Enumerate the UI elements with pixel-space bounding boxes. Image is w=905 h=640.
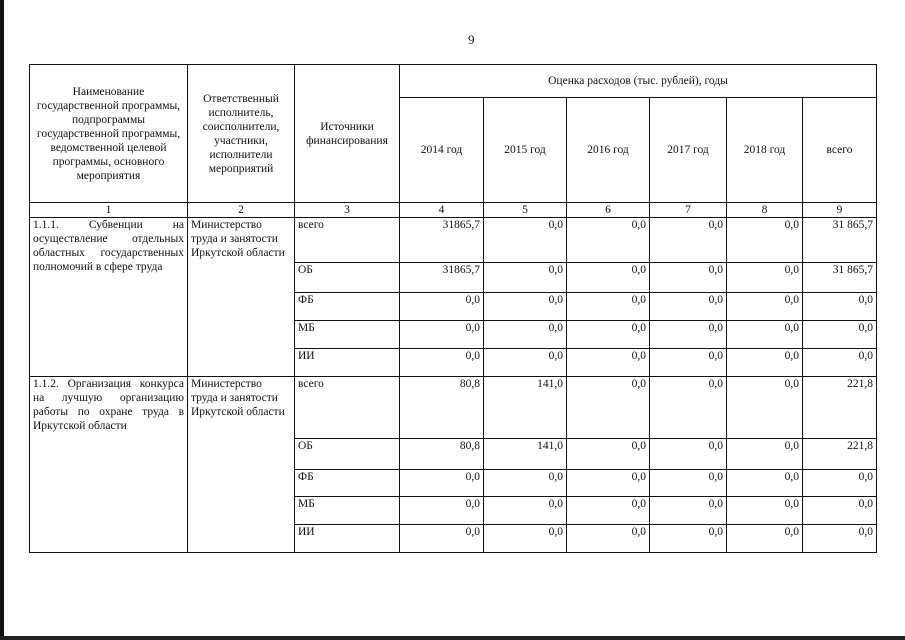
- value-cell: 0,0: [650, 470, 727, 497]
- source-cell: ОБ: [295, 439, 400, 470]
- column-number: 3: [295, 203, 400, 218]
- header-year-2017: 2017 год: [650, 98, 727, 203]
- value-cell: 141,0: [484, 439, 567, 470]
- source-cell: всего: [295, 377, 400, 439]
- source-cell: ОБ: [295, 263, 400, 293]
- value-cell: 0,0: [567, 439, 650, 470]
- value-cell: 0,0: [727, 497, 803, 525]
- value-cell: 0,0: [484, 497, 567, 525]
- measure-name: 1.1.2. Организация конкурса на лучшую организацию работы по охране труда в Иркутской области: [30, 377, 188, 553]
- source-cell: всего: [295, 218, 400, 263]
- value-cell: 0,0: [650, 321, 727, 349]
- value-cell: 141,0: [484, 377, 567, 439]
- table-row: [30, 377, 877, 439]
- column-number: 9: [803, 203, 877, 218]
- total-cell: 0,0: [803, 497, 877, 525]
- expenditure-table: [29, 64, 877, 553]
- value-cell: 0,0: [727, 218, 803, 263]
- value-cell: 0,0: [484, 218, 567, 263]
- value-cell: 0,0: [650, 497, 727, 525]
- measure-executor: Министерство труда и занятости Иркутской области: [188, 218, 295, 377]
- source-cell: ИИ: [295, 525, 400, 553]
- scan-left-edge: [0, 0, 4, 640]
- measure-name: 1.1.1. Субвенции на осуществление отдельных областных государственных полномочий в сфере труда: [30, 218, 188, 377]
- value-cell: 0,0: [567, 263, 650, 293]
- value-cell: 0,0: [727, 263, 803, 293]
- value-cell: 0,0: [650, 439, 727, 470]
- value-cell: 0,0: [484, 470, 567, 497]
- value-cell: 0,0: [567, 293, 650, 321]
- column-number: 8: [727, 203, 803, 218]
- total-cell: 31 865,7: [803, 218, 877, 263]
- value-cell: 0,0: [650, 377, 727, 439]
- total-cell: 0,0: [803, 293, 877, 321]
- value-cell: 0,0: [650, 525, 727, 553]
- source-cell: ФБ: [295, 470, 400, 497]
- total-cell: 0,0: [803, 349, 877, 377]
- value-cell: 80,8: [400, 439, 484, 470]
- total-cell: 0,0: [803, 525, 877, 553]
- column-number-row: [30, 203, 877, 218]
- header-executor: Ответственный исполнитель, соисполнители, участники, исполнители мероприятий: [188, 65, 295, 203]
- value-cell: 0,0: [650, 349, 727, 377]
- value-cell: 0,0: [484, 263, 567, 293]
- header-sources: Источники финансирования: [295, 65, 400, 203]
- scan-bottom-edge: [0, 636, 905, 640]
- source-cell: ИИ: [295, 349, 400, 377]
- source-cell: МБ: [295, 497, 400, 525]
- total-cell: 0,0: [803, 321, 877, 349]
- value-cell: 0,0: [727, 349, 803, 377]
- value-cell: 0,0: [567, 525, 650, 553]
- header-name: Наименование государственной программы, подпрограммы государственной программы, ведомственной целевой программы, основного мероприятия: [30, 65, 188, 203]
- column-number: 7: [650, 203, 727, 218]
- value-cell: 0,0: [567, 470, 650, 497]
- table-row: [30, 218, 877, 263]
- value-cell: 31865,7: [400, 263, 484, 293]
- column-number: 2: [188, 203, 295, 218]
- measure-executor: Министерство труда и занятости Иркутской области: [188, 377, 295, 553]
- value-cell: 0,0: [727, 321, 803, 349]
- value-cell: 80,8: [400, 377, 484, 439]
- source-cell: МБ: [295, 321, 400, 349]
- value-cell: 0,0: [484, 525, 567, 553]
- value-cell: 0,0: [484, 321, 567, 349]
- value-cell: 0,0: [400, 525, 484, 553]
- value-cell: 0,0: [567, 377, 650, 439]
- total-cell: 221,8: [803, 439, 877, 470]
- column-number: 5: [484, 203, 567, 218]
- value-cell: 0,0: [567, 321, 650, 349]
- value-cell: 0,0: [484, 349, 567, 377]
- value-cell: 31865,7: [400, 218, 484, 263]
- value-cell: 0,0: [567, 218, 650, 263]
- header-total: всего: [803, 98, 877, 203]
- value-cell: 0,0: [650, 218, 727, 263]
- value-cell: 0,0: [727, 439, 803, 470]
- page-number: 9: [468, 32, 475, 47]
- column-number: 1: [30, 203, 188, 218]
- value-cell: 0,0: [400, 293, 484, 321]
- header-year-2016: 2016 год: [567, 98, 650, 203]
- value-cell: 0,0: [727, 525, 803, 553]
- header-costs: Оценка расходов (тыс. рублей), годы: [400, 65, 877, 98]
- value-cell: 0,0: [567, 497, 650, 525]
- header-year-2015: 2015 год: [484, 98, 567, 203]
- value-cell: 0,0: [727, 377, 803, 439]
- value-cell: 0,0: [727, 470, 803, 497]
- column-number: 4: [400, 203, 484, 218]
- value-cell: 0,0: [650, 293, 727, 321]
- total-cell: 221,8: [803, 377, 877, 439]
- value-cell: 0,0: [567, 349, 650, 377]
- header-year-2018: 2018 год: [727, 98, 803, 203]
- value-cell: 0,0: [400, 349, 484, 377]
- total-cell: 0,0: [803, 470, 877, 497]
- value-cell: 0,0: [400, 497, 484, 525]
- value-cell: 0,0: [400, 321, 484, 349]
- value-cell: 0,0: [650, 263, 727, 293]
- value-cell: 0,0: [400, 470, 484, 497]
- value-cell: 0,0: [727, 293, 803, 321]
- column-number: 6: [567, 203, 650, 218]
- total-cell: 31 865,7: [803, 263, 877, 293]
- value-cell: 0,0: [484, 293, 567, 321]
- source-cell: ФБ: [295, 293, 400, 321]
- header-year-2014: 2014 год: [400, 98, 484, 203]
